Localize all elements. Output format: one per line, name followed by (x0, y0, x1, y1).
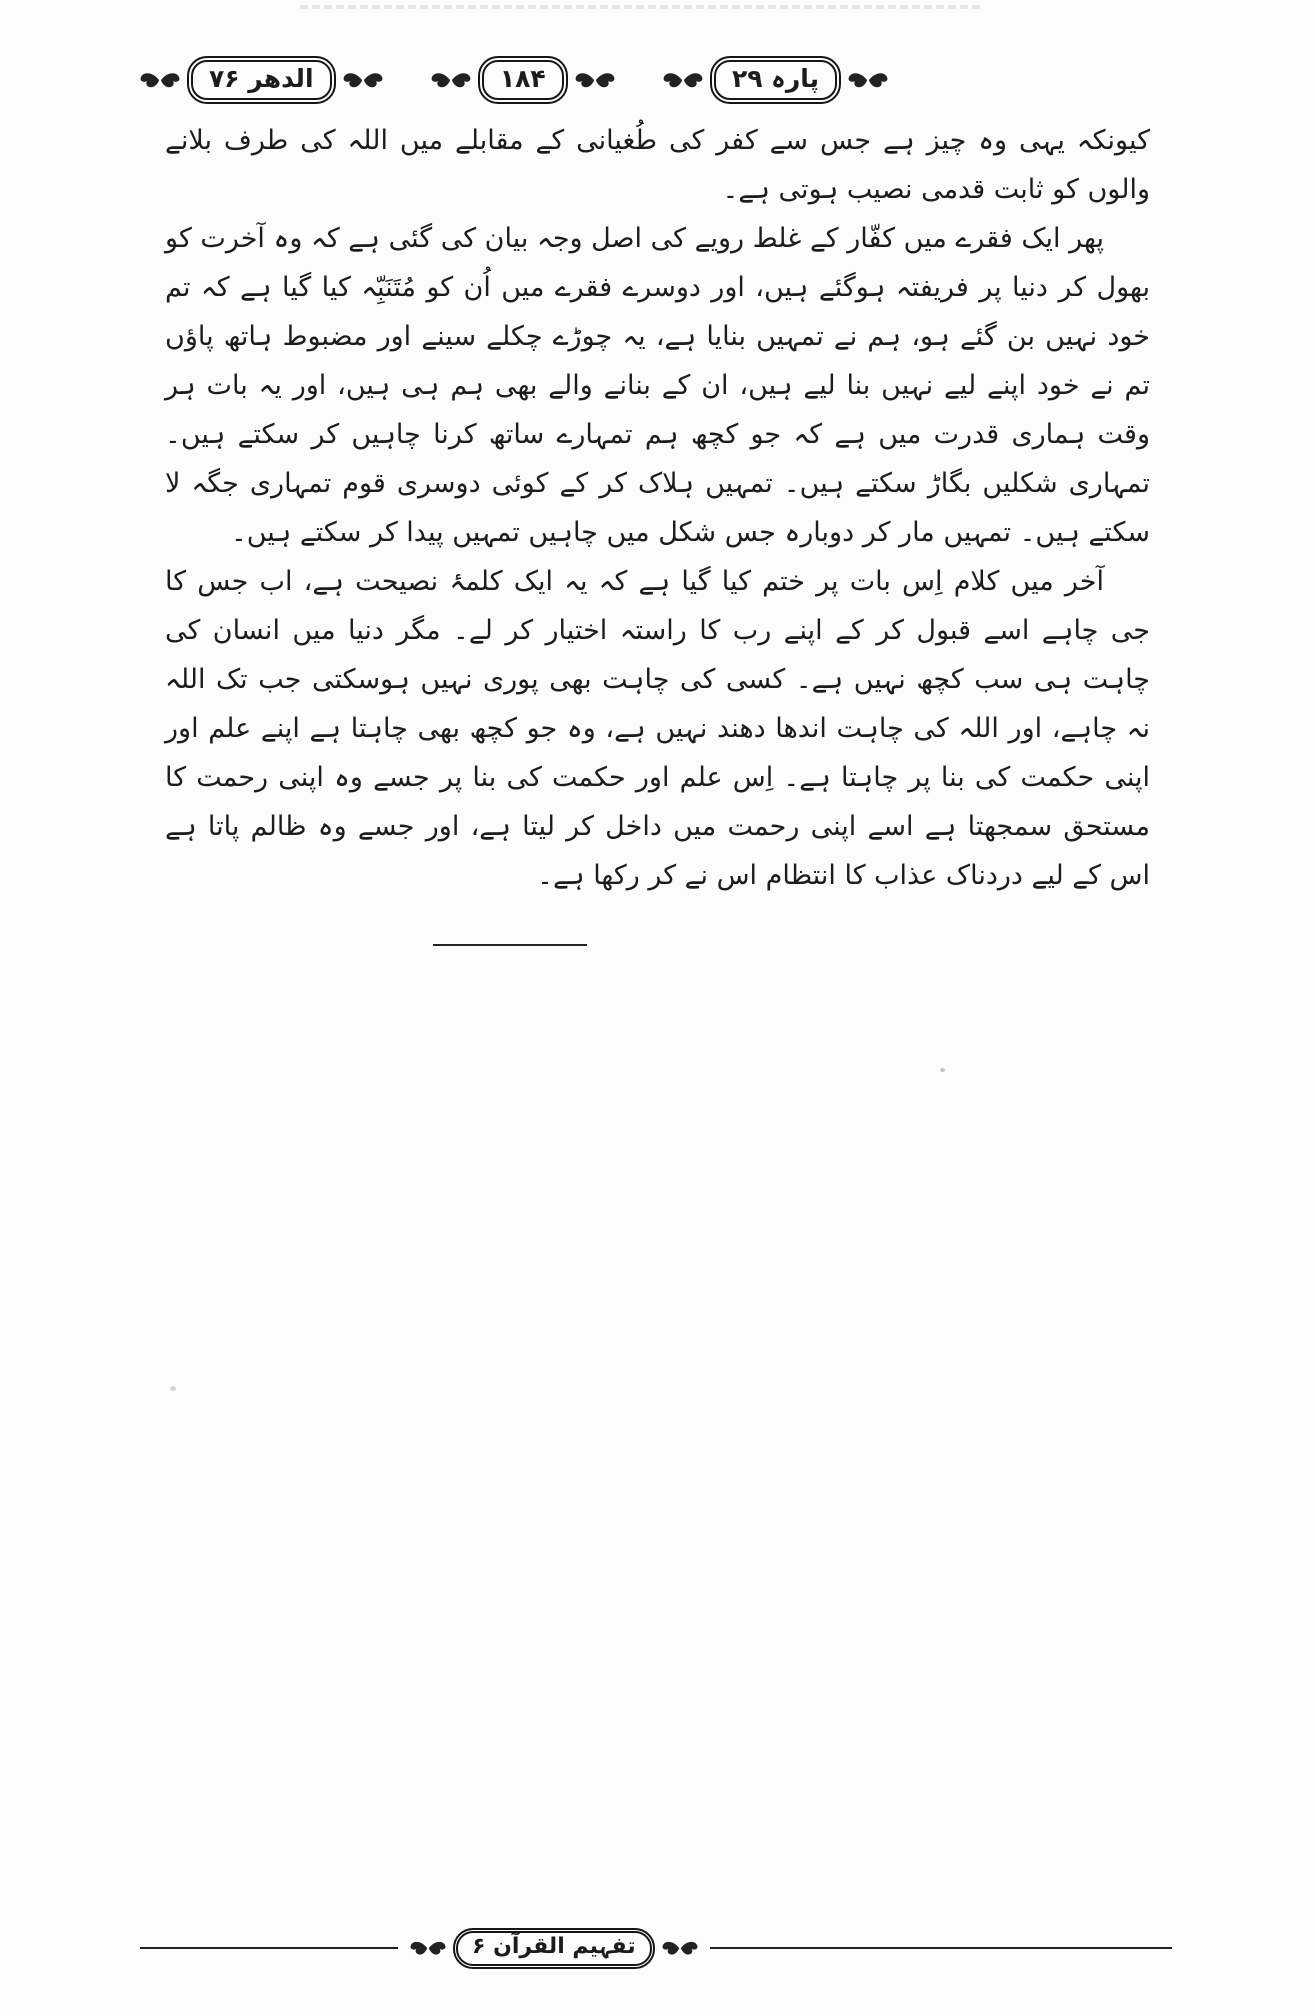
paragraph: آخر میں کلام اِس بات پر ختم کیا گیا ہے کہ یہ ایک کلمۂ نصیحت ہے، اب جس کا جی چاہے اسے قبول کر کے اپنے رب کا راستہ اختیار کر لے۔ مگر دنیا میں انسان کی چاہت ہی سب کچھ نہیں ہے۔ کسی کی چاہت بھی پوری نہیں ہوسکتی جب تک اللہ نہ چاہے، اور اللہ کی چاہت اندھا دھند نہیں ہے، وہ جو کچھ بھی چاہتا ہے اپنے علم اور اپنی حکمت کی بنا پر چاہتا ہے۔ اِس علم اور حکمت کی بنا پر جسے وہ اپنی رحمت کا مستحق سمجھتا ہے اسے اپنی رحمت میں داخل کر لیتا ہے، اور جسے وہ ظالم پاتا ہے اس کے لیے دردناک عذاب کا انتظام اس نے کر رکھا ہے۔ (165, 566, 1150, 891)
floral-ornament-icon (660, 1939, 700, 1957)
book-title-label: تفہیم القرآن ۶ (453, 1928, 655, 1969)
paragraph: پھر ایک فقرے میں کفّار کے غلط رویے کی اصل وجہ بیان کی گئی ہے کہ وہ آخرت کو بھول کر دنیا پر فریفتہ ہوگئے ہیں، اور دوسرے فقرے میں اُن کو مُتَنَبِّہ کیا گیا ہے کہ تم خود نہیں بن گئے ہو، ہم نے تمہیں بنایا ہے، یہ چوڑے چکلے سینے اور مضبوط ہاتھ پاؤں تم نے خود اپنے لیے نہیں بنا لیے ہیں، ان کے بنانے والے بھی ہم ہی ہیں، اور یہ بات ہر وقت ہماری قدرت میں ہے کہ جو کچھ ہم تمہارے ساتھ کرنا چاہیں کر سکتے ہیں۔ تمہاری شکلیں بگاڑ سکتے ہیں۔ تمہیں ہلاک کر کے کوئی دوسری قوم تمہاری جگہ لا سکتے ہیں۔ تمہیں مار کر دوبارہ جس شکل میں چاہیں تمہیں پیدا کر سکتے ہیں۔ (165, 223, 1150, 548)
page-header (138, 56, 890, 104)
paragraph: کیونکہ یہی وہ چیز ہے جس سے کفر کی طُغیانی کے مقابلے میں اللہ کی طرف بلانے والوں کو ثابت قدمی نصیب ہوتی ہے۔ (165, 125, 1150, 205)
floral-ornament-icon (408, 1939, 448, 1957)
floral-ornament-icon (846, 70, 890, 90)
floral-ornament-icon (661, 70, 705, 90)
floral-ornament-icon (138, 70, 182, 90)
scan-bleed-artifact (300, 5, 980, 9)
body-text (165, 116, 1150, 946)
header-cartouche-para (661, 56, 890, 104)
floral-ornament-icon (573, 70, 617, 90)
scan-speck (940, 1068, 945, 1072)
header-cartouche-surah (138, 56, 385, 104)
section-divider (433, 944, 587, 946)
floral-ornament-icon (429, 70, 473, 90)
scan-speck (170, 1386, 176, 1391)
header-cartouche-page-number (429, 56, 617, 104)
page-footer (140, 1928, 1172, 1970)
footer-cartouche-book (398, 1928, 710, 1969)
surah-name-label: الدھر ۷۶ (187, 56, 336, 104)
floral-ornament-icon (341, 70, 385, 90)
page-number-label: ۱۸۴ (478, 56, 568, 104)
para-number-label: پارہ ۲۹ (710, 56, 841, 104)
